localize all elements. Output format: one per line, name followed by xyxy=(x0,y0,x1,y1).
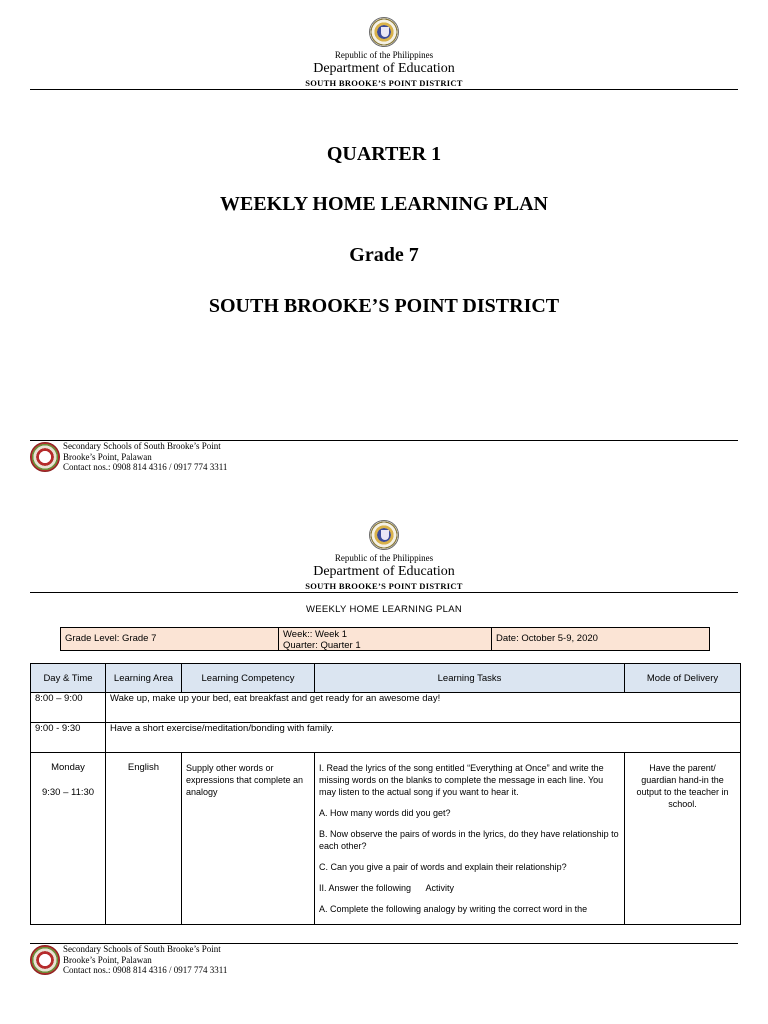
lesson-day: Monday xyxy=(51,762,85,773)
task-item: I. Read the lyrics of the song entitled “Everything at Once” and write the missing words on the blanks to complete the message in each line. You may listen to the actual song if you want to hear it. xyxy=(319,763,604,797)
footer-contact: Contact nos.: 0908 814 4316 / 0917 774 3311 xyxy=(63,965,228,975)
col-mode-of-delivery: Mode of Delivery xyxy=(625,664,741,693)
table-row-lesson xyxy=(31,753,741,925)
department-label: Department of Education xyxy=(313,564,455,579)
lesson-tasks xyxy=(315,753,625,925)
task-item: A. How many words did you get? xyxy=(319,808,451,818)
table-row xyxy=(31,723,741,753)
lesson-time: 9:30 – 11:30 xyxy=(41,787,95,798)
cover-grade: Grade 7 xyxy=(349,244,419,266)
cover-plan-title: WEEKLY HOME LEARNING PLAN xyxy=(219,193,548,215)
republic-label: Republic of the Philippines xyxy=(334,553,434,563)
col-learning-area: Learning Area xyxy=(106,664,182,693)
task-item: II. Answer the following Activity xyxy=(319,883,455,893)
deped-seal-icon xyxy=(369,520,399,550)
table-row xyxy=(31,693,741,723)
district-label: SOUTH BROOKE’S POINT DISTRICT xyxy=(305,581,463,591)
row-activity: Have a short exercise/meditation/bonding with family. xyxy=(106,723,741,753)
department-label: Department of Education xyxy=(313,61,455,76)
date-label: Date: October 5-9, 2020 xyxy=(496,633,598,644)
row-activity: Wake up, make up your bed, eat breakfast and get ready for an awesome day! xyxy=(106,693,741,723)
week-label: Week:: Week 1 xyxy=(283,629,348,640)
table-header-row xyxy=(31,664,741,693)
plan-info-box xyxy=(60,627,710,651)
cover-quarter: QUARTER 1 xyxy=(326,143,442,165)
task-item: C. Can you give a pair of words and explain their relationship? xyxy=(319,862,567,872)
cover-district: SOUTH BROOKE’S POINT DISTRICT xyxy=(208,295,560,317)
school-logo-icon xyxy=(30,945,60,975)
quarter-label: Quarter: Quarter 1 xyxy=(283,640,361,651)
row-time: 9:00 - 9:30 xyxy=(31,723,106,753)
plan-title: WEEKLY HOME LEARNING PLAN xyxy=(305,604,463,615)
header-divider xyxy=(30,592,738,593)
grade-level: Grade Level: Grade 7 xyxy=(61,628,279,650)
col-learning-competency: Learning Competency xyxy=(182,664,315,693)
footer-info xyxy=(63,441,227,473)
footer-info xyxy=(63,944,227,976)
header-divider xyxy=(30,89,738,90)
col-day-time: Day & Time xyxy=(31,664,106,693)
task-item: A. Complete the following analogy by writing the correct word in the xyxy=(319,904,588,914)
lesson-day-time xyxy=(31,753,106,925)
lesson-competency: Supply other words or expressions that complete an analogy xyxy=(182,753,315,925)
footer-school: Secondary Schools of South Brooke’s Point xyxy=(63,944,221,954)
task-item: B. Now observe the pairs of words in the lyrics, do they have relationship to each other? xyxy=(319,829,619,851)
learning-plan-table xyxy=(30,663,741,925)
footer-school: Secondary Schools of South Brooke’s Point xyxy=(63,441,221,451)
footer-contact: Contact nos.: 0908 814 4316 / 0917 774 3311 xyxy=(63,462,228,472)
footer-address: Brooke’s Point, Palawan xyxy=(63,451,152,462)
lesson-delivery: Have the parent/ guardian hand-in the output to the teacher in school. xyxy=(625,753,741,925)
week-quarter xyxy=(279,628,492,650)
lesson-area: English xyxy=(106,753,182,925)
row-time: 8:00 – 9:00 xyxy=(31,693,106,723)
footer-address: Brooke’s Point, Palawan xyxy=(63,954,152,965)
school-logo-icon xyxy=(30,442,60,472)
deped-seal-icon xyxy=(369,17,399,47)
republic-label: Republic of the Philippines xyxy=(334,50,434,60)
col-learning-tasks: Learning Tasks xyxy=(315,664,625,693)
district-label: SOUTH BROOKE’S POINT DISTRICT xyxy=(305,78,463,88)
